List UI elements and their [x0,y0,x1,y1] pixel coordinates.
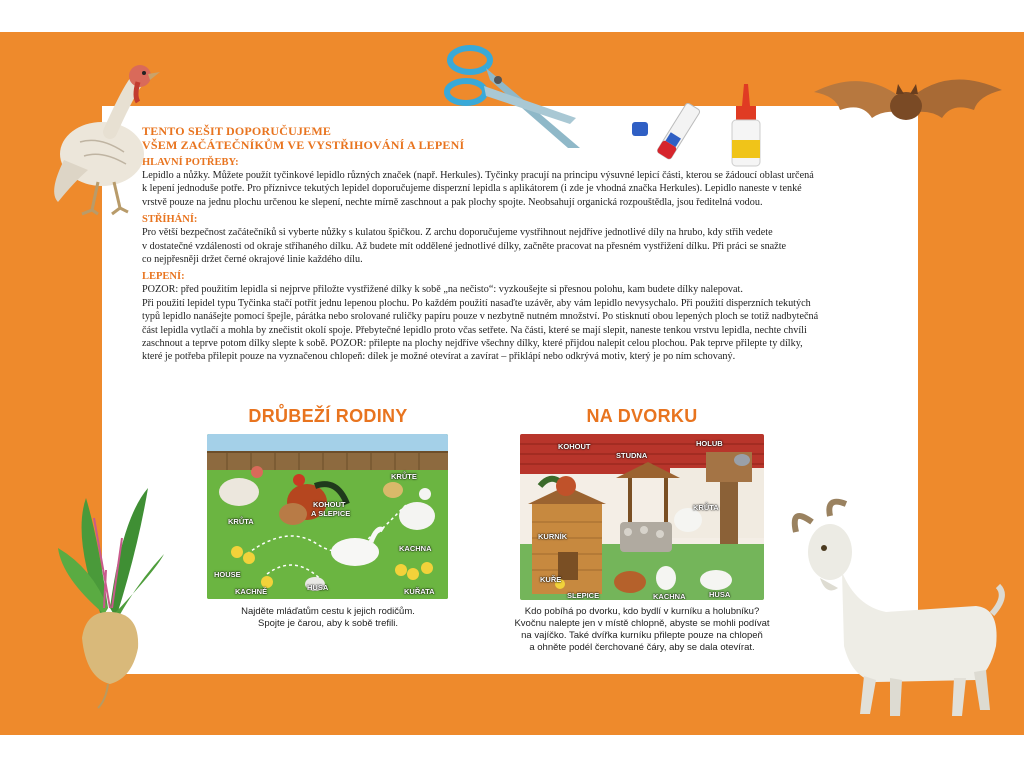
turkey-illustration [40,52,170,217]
label-chick: KUŘE [540,575,562,584]
left-caption-line: Spojte je čarou, aby k sobě trefili. [258,618,398,629]
poultry-families-scene[interactable] [207,434,448,599]
right-caption-line: na vajíčko. Také dvířka kurníku přilepte pouze na chlopeň [521,630,763,641]
bat-illustration [806,62,1006,142]
gluing-line: typů lepidlo nanášejte pomocí špejle, párátka nebo srolované ruličky papíru pouze v nezbytně nutném množství. Po stisknutí obou lepených ploch se totiž nadbytečná [142,311,819,323]
label-gosling: HOUSE [214,570,241,579]
supplies-line: k lepení jednoduše potře. Pro příznivce tekutých lepidel doporučujeme disperzní lepidla s aplikátorem (i zde je vhodná značka Herkules). Lepidlo naneste v tenké [142,183,802,195]
section-heading-cutting: STŘÍHÁNÍ: [142,214,198,226]
gluing-line: zaschnout a teprve potom dílky slepte k sobě. POZOR: přilepte na plochy nejdříve všechny dílky, které přijdou nalepit celou plochou. Pak teprve přilepte ty dílky, [142,338,803,350]
supplies-line: Lepidlo a nůžky. Můžete použít tyčinkové lepidlo různých značek (např. Herkules). Tyčinky pracují na principu výsuvné lepicí části, kterou se žádoucí oblast určená [142,170,814,181]
label-rooster: KOHOUT [313,500,346,509]
label-yard-rooster: KOHOUT [558,442,591,451]
right-caption-line: a ohněte podél čerchované čáry, aby se dala otevírat. [529,642,755,653]
label-chicks: KUŘATA [404,587,435,596]
beet-illustration [52,478,172,710]
right-caption-line: Kvočnu nalepte jen v místě chlopně, abyste se mohli podívat [514,618,770,629]
right-activity-caption [500,606,784,654]
cutting-line: v dostatečné vzdálenosti od okraje stříhaného dílku. Až budete mít oddělené jednotlivé dílky, začněte pracovat na přesném vystřižení dílku. Při práci se snažte [142,240,787,252]
label-hen: A SLEPICE [311,509,351,518]
gluing-line: část lepidla vytlačí a mohla by znečistit okolí spoje. Přebytečné lepidlo proto včas setřete. Na části, které se mají slepit, naneste tenkou vrstvu lepidla, nechte chvíli [142,324,807,336]
gluing-line: Při použití lepidel typu Tyčinka stačí potřít jednu lepenou plochu. Po každém použití nasaďte uzávěr, aby vám lepidlo nevysychalo. Při použití disperzních tekutých [142,297,811,309]
intro-title-line1: TENTO SEŠIT DOPORUČUJEME [142,124,332,138]
label-duck: KACHNA [399,544,432,553]
right-caption-line: Kdo pobíhá po dvorku, kdo bydlí v kurníku a holubníku? [524,606,760,617]
instructions-block [142,124,892,364]
left-activity-caption [206,606,450,630]
cutting-line: Pro větší bezpečnost začátečníků si vyberte nůžky s kulatou špičkou. Z archu doporučujeme vystřihnout nejdříve jednotlivé díly na hrubo, kdy střih vedete [142,227,773,239]
label-goose: HUSA [307,583,329,592]
label-duckling: KACHNĚ [235,587,268,596]
cutting-line: co nejpřesněji držet černé okrajové linie každého dílu. [142,254,363,266]
label-yard-duck: KACHNA [653,592,686,600]
intro-title-line2: VŠEM ZAČÁTEČNÍKŮM VE VYSTŘIHOVÁNÍ A LEPENÍ [142,138,465,152]
label-kruta-chick: KRŮTE [391,472,417,481]
label-turkey: KRŮTA [228,517,254,526]
goat-illustration [786,496,1010,722]
section-heading-supplies: HLAVNÍ POTŘEBY: [142,157,239,168]
glue-bottle-icon [726,84,766,168]
label-yard-goose: HUSA [709,590,731,599]
label-yard-hen: SLEPICE [567,591,600,600]
label-yard-turkey: KRŮTA [693,503,719,512]
label-pigeon: HOLUB [696,439,723,448]
label-henhouse: KURNÍK [538,532,568,541]
left-activity-title: DRŮBEŽÍ RODINY [248,406,408,426]
label-well: STUDNA [616,451,648,460]
right-activity-title: NA DVORKU [586,406,698,426]
section-heading-gluing: LEPENÍ: [142,271,185,283]
farmyard-scene[interactable] [520,434,764,600]
scissors-icon [440,40,590,155]
gluing-line: POZOR: před použitím lepidla si nejprve přiložte vystřižené dílky k sobě „na nečisto“: vyzkoušejte si přesnou polohu, kam budete dílky nalepovat. [142,284,743,296]
gluing-line: které je potřeba přilepit pouze na vyznačenou chlopeň: dílek je možné otevírat a zavírat – přiklápí nebo odkrývá motiv, který je po ním schovaný. [142,351,736,363]
left-caption-line: Najděte mláďatům cestu k jejich rodičům. [241,606,415,617]
glue-stick-icon [628,96,708,166]
supplies-line: vrstvě pouze na jednu plochu určenou ke slepení, nechte mírně zaschnout a pak plochy spojte. Neobsahují organická rozpouštědla, jsou ředitelná vodou. [142,196,763,208]
